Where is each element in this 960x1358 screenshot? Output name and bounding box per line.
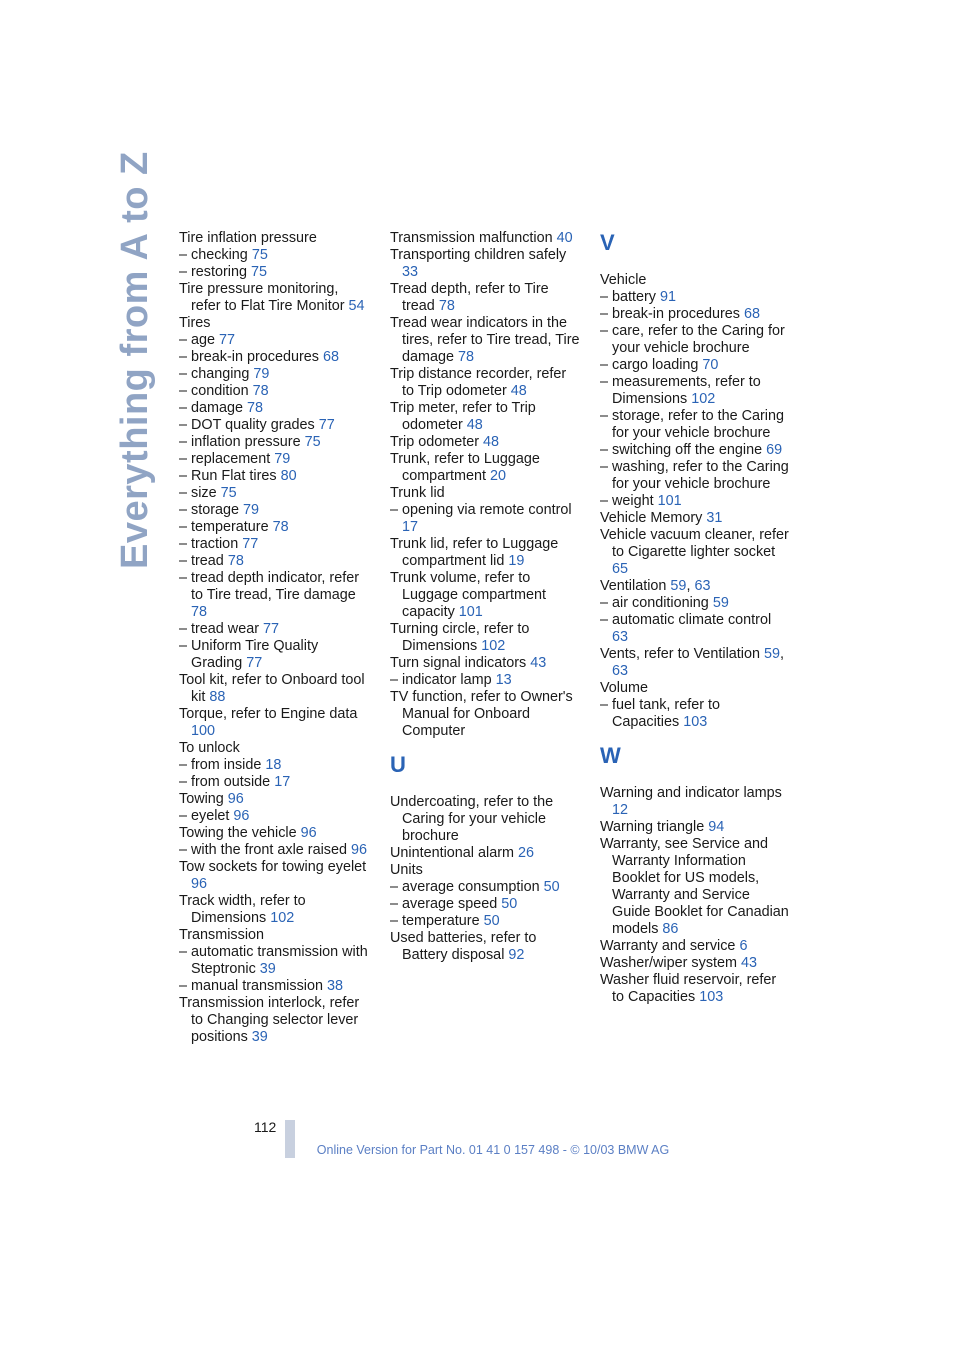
index-entry xyxy=(179,468,369,485)
page-link[interactable]: 96 xyxy=(350,842,367,858)
index-entry: Vents, refer to Ventilation 59, 63 xyxy=(600,646,785,679)
page-link[interactable]: 94 xyxy=(708,819,725,835)
entry-term: To unlock xyxy=(179,740,240,756)
page-link[interactable]: 38 xyxy=(326,978,343,994)
index-entry xyxy=(390,655,580,672)
entry-term: Transmission interlock, refer to Changing selector lever positions xyxy=(179,995,360,1045)
index-entry xyxy=(600,595,790,612)
entry-term: Tread depth, refer to Tire tread xyxy=(390,281,549,314)
entry-term: Trunk, refer to Luggage compartment xyxy=(390,451,540,484)
page-link[interactable]: 75 xyxy=(251,264,268,280)
entry-term: – traction xyxy=(179,536,239,552)
index-entry xyxy=(390,845,580,862)
entry-term: TV function, refer to Owner's Manual for Onboard Computer xyxy=(390,689,573,739)
index-entry xyxy=(390,400,580,434)
entry-term: Ventilation xyxy=(600,578,667,594)
page-link[interactable]: 101 xyxy=(657,493,682,509)
entry-term: – Uniform Tire Quality Grading xyxy=(179,638,319,671)
index-entry xyxy=(600,972,790,1006)
index-entry xyxy=(600,374,790,408)
page-link[interactable]: 63 xyxy=(694,578,711,594)
entry-term: – size xyxy=(179,485,217,501)
page-link[interactable]: 79 xyxy=(274,451,291,467)
index-entry xyxy=(600,493,790,510)
index-entry xyxy=(179,264,369,281)
index-entry xyxy=(390,570,580,621)
entry-term: Tire inflation pressure xyxy=(179,230,317,246)
page-link[interactable]: 17 xyxy=(402,519,419,535)
entry-term: Transmission malfunction xyxy=(390,230,553,246)
entry-term: Trip odometer xyxy=(390,434,480,450)
page-link[interactable]: 88 xyxy=(209,689,226,705)
page-link[interactable]: 69 xyxy=(766,442,783,458)
entry-term: – storage xyxy=(179,502,240,518)
entry-term: – tread wear xyxy=(179,621,259,637)
index-entry xyxy=(179,621,369,638)
index-entry xyxy=(390,315,580,366)
index-entry xyxy=(179,978,369,995)
entry-term: – tread depth indicator, refer to Tire tread, Tire damage xyxy=(179,570,359,603)
index-entry xyxy=(600,272,790,289)
page-link[interactable]: 96 xyxy=(300,825,317,841)
entry-term: Volume xyxy=(600,680,648,696)
entry-term: – average consumption xyxy=(390,879,540,895)
index-entry xyxy=(179,757,369,774)
index-entry xyxy=(390,879,580,896)
page-link[interactable]: 78 xyxy=(438,298,455,314)
entry-term: – Run Flat tires xyxy=(179,468,277,484)
entry-term: – changing xyxy=(179,366,250,382)
index-entry xyxy=(179,927,369,944)
page-link[interactable]: 31 xyxy=(706,510,723,526)
page-link[interactable]: 63 xyxy=(612,629,629,645)
footer-note xyxy=(0,1143,960,1157)
page-link[interactable]: 78 xyxy=(272,519,289,535)
page-link[interactable]: 78 xyxy=(458,349,475,365)
page-link[interactable]: 43 xyxy=(741,955,758,971)
entry-term: – with the front axle raised xyxy=(179,842,347,858)
index-entry xyxy=(600,938,790,955)
entry-term: Tow sockets for towing eyelet xyxy=(179,859,367,875)
entry-term: Transporting children safely xyxy=(390,247,567,263)
index-entry xyxy=(600,697,790,731)
entry-term: Transmission xyxy=(179,927,265,943)
entry-term: Undercoating, refer to the Caring for your vehicle brochure xyxy=(390,794,554,844)
index-entry xyxy=(600,836,790,938)
page-link[interactable]: 101 xyxy=(458,604,483,620)
index-entry: Ventilation 59, 63 xyxy=(600,578,711,594)
entry-term: – manual transmission xyxy=(179,978,323,994)
index-entry xyxy=(600,785,790,819)
page-link[interactable]: 12 xyxy=(612,802,629,818)
page-link[interactable]: 19 xyxy=(508,553,525,569)
entry-term: Track width, refer to Dimensions xyxy=(179,893,306,926)
index-entry xyxy=(179,536,369,553)
entry-term: Vehicle xyxy=(600,272,647,288)
entry-term: Washer fluid reservoir, refer to Capacities xyxy=(600,972,777,1005)
index-entry xyxy=(179,451,369,468)
side-title: Everything from A to Z xyxy=(114,151,156,569)
page-link[interactable]: 77 xyxy=(263,621,280,637)
entry-term: Turning circle, refer to Dimensions xyxy=(390,621,530,654)
page-link[interactable]: 91 xyxy=(660,289,677,305)
index-entry xyxy=(600,819,790,836)
entry-term: – restoring xyxy=(179,264,247,280)
index-column-3 xyxy=(600,230,790,1006)
entry-term: – care, refer to the Caring for your vehicle brochure xyxy=(600,323,785,356)
page-link[interactable]: 18 xyxy=(265,757,282,773)
index-entry xyxy=(179,570,369,621)
entry-term: – indicator lamp xyxy=(390,672,492,688)
entry-term: – automatic climate control xyxy=(600,612,772,628)
entry-term: Warning and indicator lamps xyxy=(600,785,782,801)
page-link[interactable]: 75 xyxy=(304,434,321,450)
page-link[interactable]: 102 xyxy=(481,638,506,654)
page-link[interactable]: 96 xyxy=(227,791,244,807)
page-link[interactable]: 75 xyxy=(220,485,237,501)
index-entry xyxy=(179,366,369,383)
index-entry xyxy=(600,408,790,442)
page-link[interactable]: 103 xyxy=(683,714,708,730)
entry-term: – break-in procedures xyxy=(179,349,319,365)
index-entry xyxy=(179,995,369,1046)
page-link[interactable]: 77 xyxy=(318,417,335,433)
page-link[interactable]: 78 xyxy=(247,400,264,416)
index-entry xyxy=(600,323,790,357)
index-entry xyxy=(179,485,369,502)
entry-term: Trip meter, refer to Trip odometer xyxy=(390,400,536,433)
index-entry xyxy=(179,400,369,417)
entry-term: – DOT quality grades xyxy=(179,417,315,433)
index-column-1 xyxy=(179,230,369,1046)
page-link[interactable]: 43 xyxy=(530,655,547,671)
entry-term: Tool kit, refer to Onboard tool kit xyxy=(179,672,365,705)
index-entry xyxy=(390,451,580,485)
entry-term: Tires xyxy=(179,315,211,331)
section-letter: U xyxy=(390,752,406,777)
entry-term: Tire pressure monitoring, refer to Flat Tire Monitor xyxy=(179,281,345,314)
entry-term: – condition xyxy=(179,383,249,399)
page-link[interactable]: 96 xyxy=(233,808,250,824)
entry-term: Trip distance recorder, refer to Trip odometer xyxy=(390,366,567,399)
index-entry xyxy=(179,230,369,247)
entry-term: Warranty and service xyxy=(600,938,736,954)
page-link[interactable]: 59 xyxy=(712,595,729,611)
entry-term: Warning triangle xyxy=(600,819,705,835)
entry-term: – cargo loading xyxy=(600,357,699,373)
entry-term: – weight xyxy=(600,493,654,509)
index-entry xyxy=(179,638,369,672)
entry-term: Torque, refer to Engine data xyxy=(179,706,358,722)
page-link[interactable]: 75 xyxy=(251,247,268,263)
index-entry xyxy=(179,247,369,264)
entry-term: – measurements, refer to Dimensions xyxy=(600,374,761,407)
index-entry xyxy=(179,434,369,451)
index-entry xyxy=(600,459,790,493)
entry-term: Turn signal indicators xyxy=(390,655,527,671)
index-entry xyxy=(179,893,369,927)
page-link[interactable]: 33 xyxy=(402,264,419,280)
page-link[interactable]: 79 xyxy=(253,366,270,382)
index-entry xyxy=(600,955,790,972)
page-link[interactable]: 39 xyxy=(251,1029,268,1045)
page-link[interactable]: 6 xyxy=(739,938,748,954)
index-entry xyxy=(390,621,580,655)
entry-term: Towing xyxy=(179,791,224,807)
page-link[interactable]: 77 xyxy=(246,655,263,671)
index-entry xyxy=(179,315,369,332)
page-link[interactable]: 65 xyxy=(612,561,629,577)
index-entry xyxy=(390,672,580,689)
page-link[interactable]: 59 xyxy=(670,578,687,594)
entry-term: Vehicle vacuum cleaner, refer to Cigarette lighter socket xyxy=(600,527,789,560)
page-link[interactable]: 80 xyxy=(280,468,297,484)
index-entry xyxy=(390,502,580,536)
entry-term: – from inside xyxy=(179,757,262,773)
page-link[interactable]: 63 xyxy=(612,663,629,679)
page-link[interactable]: 78 xyxy=(252,383,269,399)
page-link[interactable]: 20 xyxy=(489,468,506,484)
entry-term: – age xyxy=(179,332,216,348)
page-link[interactable]: 92 xyxy=(508,947,525,963)
page-link[interactable]: 77 xyxy=(242,536,259,552)
page-link[interactable]: 68 xyxy=(744,306,761,322)
index-entry xyxy=(179,502,369,519)
index-entry xyxy=(390,247,580,281)
page-link[interactable]: 50 xyxy=(543,879,560,895)
entry-term: – eyelet xyxy=(179,808,230,824)
entry-term: Trunk lid xyxy=(390,485,445,501)
page-link[interactable]: 50 xyxy=(501,896,518,912)
page-link[interactable]: 70 xyxy=(702,357,719,373)
entry-term: – automatic transmission with Steptronic xyxy=(179,944,368,977)
index-entry xyxy=(179,383,369,400)
index-entry xyxy=(390,230,580,247)
page-link[interactable]: 17 xyxy=(274,774,291,790)
index-entry xyxy=(179,842,369,859)
page-link[interactable]: 40 xyxy=(556,230,573,246)
entry-term: Tread wear indicators in the tires, refer to Tire tread, Tire damage xyxy=(390,315,580,365)
index-entry xyxy=(390,485,580,502)
page-link[interactable]: 96 xyxy=(191,876,208,892)
entry-term: – average speed xyxy=(390,896,498,912)
index-entry xyxy=(600,289,790,306)
page-link[interactable]: 78 xyxy=(191,604,208,620)
entry-term: – temperature xyxy=(390,913,480,929)
index-entry xyxy=(600,612,790,646)
entry-term: – fuel tank, refer to Capacities xyxy=(600,697,720,730)
entry-term: – switching off the engine xyxy=(600,442,763,458)
index-entry xyxy=(179,791,369,808)
section-letter: W xyxy=(600,743,621,768)
index-entry xyxy=(390,536,580,570)
index-entry xyxy=(179,859,369,893)
index-entry xyxy=(179,553,369,570)
entry-term: – opening via remote control xyxy=(390,502,572,518)
index-entry xyxy=(179,519,369,536)
entry-term: Vents, refer to Ventilation xyxy=(600,646,760,662)
entry-term: – checking xyxy=(179,247,248,263)
index-entry xyxy=(179,774,369,791)
entry-term: Warranty, see Service and Warranty Information Booklet for US models, Warranty and Service Guide Booklet for Canadian models xyxy=(600,836,789,937)
page-link[interactable]: 59 xyxy=(764,646,781,662)
index-entry xyxy=(179,332,369,349)
page-link[interactable]: 100 xyxy=(191,723,216,739)
index-entry xyxy=(390,913,580,930)
entry-term: Vehicle Memory xyxy=(600,510,703,526)
index-entry xyxy=(390,366,580,400)
entry-term: Trunk volume, refer to Luggage compartment capacity xyxy=(390,570,546,620)
entry-term: Washer/wiper system xyxy=(600,955,738,971)
entry-term: Used batteries, refer to Battery disposal xyxy=(390,930,537,963)
page-link[interactable]: 50 xyxy=(483,913,500,929)
entry-term: – damage xyxy=(179,400,244,416)
page-link[interactable]: 13 xyxy=(495,672,512,688)
index-column-2 xyxy=(390,230,580,964)
index-entry xyxy=(179,825,369,842)
page-link[interactable]: 48 xyxy=(510,383,527,399)
page-number: 112 xyxy=(254,1119,277,1135)
index-entry xyxy=(179,281,369,315)
index-entry xyxy=(600,680,790,697)
index-entry xyxy=(600,306,790,323)
index-entry xyxy=(179,944,369,978)
index-entry xyxy=(179,740,369,757)
index-entry xyxy=(179,672,369,706)
footer-text: Online Version for Part No. 01 41 0 157 498 - © 10/03 BMW AG xyxy=(316,1143,670,1157)
index-entry xyxy=(179,349,369,366)
page-link[interactable]: 54 xyxy=(348,298,365,314)
entry-term: Trunk lid, refer to Luggage compartment lid xyxy=(390,536,559,569)
index-entry xyxy=(390,434,580,451)
entry-term: – break-in procedures xyxy=(600,306,740,322)
index-entry xyxy=(179,808,369,825)
index-entry xyxy=(390,862,580,879)
entry-term: Towing the vehicle xyxy=(179,825,297,841)
entry-term: – inflation pressure xyxy=(179,434,301,450)
page-link[interactable]: 102 xyxy=(270,910,295,926)
page-link[interactable]: 26 xyxy=(518,845,535,861)
page-link[interactable]: 79 xyxy=(243,502,260,518)
index-entry xyxy=(390,896,580,913)
section-letter: V xyxy=(600,230,615,255)
page-link[interactable]: 48 xyxy=(483,434,500,450)
index-entry xyxy=(179,706,369,740)
index-entry xyxy=(600,527,790,578)
index-entry xyxy=(390,689,580,740)
entry-term: Unintentional alarm xyxy=(390,845,514,861)
entry-term: – washing, refer to the Caring for your vehicle brochure xyxy=(600,459,789,492)
page-link[interactable]: 39 xyxy=(259,961,276,977)
entry-term: – air conditioning xyxy=(600,595,709,611)
entry-term: Units xyxy=(390,862,423,878)
entry-term: – storage, refer to the Caring for your vehicle brochure xyxy=(600,408,784,441)
entry-term: – tread xyxy=(179,553,224,569)
index-entry xyxy=(390,930,580,964)
page-link[interactable]: 77 xyxy=(219,332,236,348)
index-entry xyxy=(600,442,790,459)
index-entry xyxy=(390,281,580,315)
entry-term: – battery xyxy=(600,289,656,305)
page-link[interactable]: 103 xyxy=(699,989,724,1005)
index-entry xyxy=(600,357,790,374)
page-link[interactable]: 102 xyxy=(691,391,716,407)
page-link[interactable]: 48 xyxy=(466,417,483,433)
page-link[interactable]: 68 xyxy=(323,349,340,365)
index-entry xyxy=(600,510,790,527)
entry-term: – from outside xyxy=(179,774,271,790)
page-link[interactable]: 86 xyxy=(662,921,679,937)
entry-term: – temperature xyxy=(179,519,269,535)
index-entry xyxy=(179,417,369,434)
page-link[interactable]: 78 xyxy=(227,553,244,569)
index-entry xyxy=(390,794,580,845)
entry-term: – replacement xyxy=(179,451,271,467)
